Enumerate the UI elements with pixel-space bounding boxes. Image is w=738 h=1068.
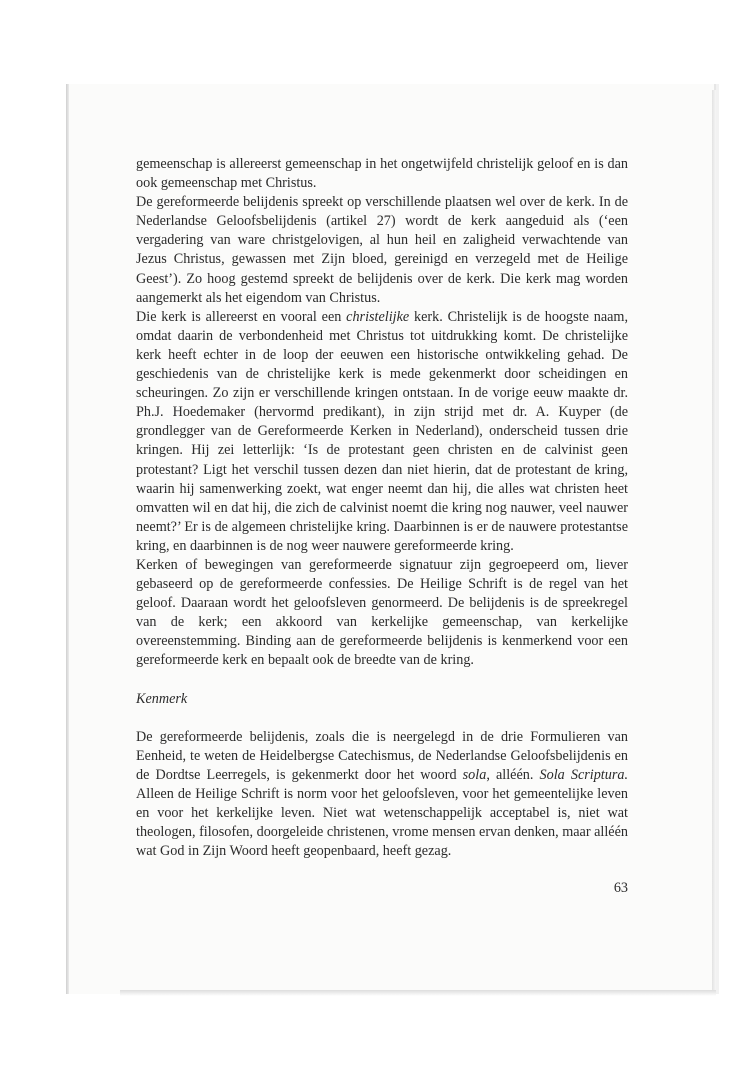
book-spine-edge [66, 84, 69, 994]
paragraph-3-text-a: Die kerk is allereerst en vooral een [136, 308, 347, 325]
paragraph-5-text-b: , alléén. [486, 766, 540, 783]
paragraph-5-text-c: Alleen de Heilige Schrift is norm voor het geloofsleven, voor het gemeentelijke leven en voor het kerkelijke leven. Niet wat wetenschappelijk acceptabel is, niet wat theologen, filosofen, doorgeleide christenen, vrome mensen ervan denken, maar alléén wat God in Zijn Woord heeft geopenbaard, heeft gezag. [136, 785, 628, 860]
page-edge-right [712, 90, 716, 990]
paragraph-4: Kerken of bewegingen van gereformeerde signatuur zijn gegroepeerd om, liever gebaseerd op de gereformeerde confessies. De Heilige Schrift is de regel van het geloof. Daaraan wordt het geloofsleven genormeerd. De belijdenis is de spreekregel van de kerk; een akkoord van kerkelijke gemeenschap, van kerkelijke overeenstemming. Binding aan de gereformeerde belijdenis is kenmerkend voor een gereformeerde kerk en bepaalt ook de breedte van de kring. [136, 556, 628, 669]
paragraph-3 [136, 308, 628, 556]
paragraph-1: gemeenschap is allereerst gemeenschap in het ongetwijfeld christelijk geloof en is dan ook gemeenschap met Christus. [136, 156, 628, 192]
page-edge-bottom [120, 990, 716, 996]
paragraph-5-emphasis-sola: sola [462, 766, 487, 783]
page-number: 63 [613, 880, 628, 896]
paragraph-3-emphasis: christelijke [346, 308, 410, 325]
paragraph-5-emphasis-sola-scriptura: Sola Scriptura. [539, 766, 628, 783]
section-heading: Kenmerk [136, 690, 188, 707]
paragraph-5 [136, 728, 628, 862]
paragraph-3-text-b: kerk. Christelijk is de hoogste naam, omdat daarin de verbondenheid met Christus tot uitdrukking komt. De christelijke kerk heeft echter in de loop der eeuwen een historische ontwikkeling gehad. De geschiedenis van de christelijke kerk is mede gekenmerkt door scheidingen en scheuringen. Zo zijn er verschillende kringen ontstaan. In de vorige eeuw maakte dr. Ph.J. Hoedemaker (hervormd predikant), in zijn strijd met dr. A. Kuyper (de grondlegger van de Gereformeerde Kerken in Nederland), onderscheid tussen drie kringen. Hij zei letterlijk: ‘Is de protestant geen christen en de calvinist geen protestant? Ligt het verschil tussen dezen dan niet hierin, dat de protestant de kring, waarin hij samenwerking zoekt, wat enger neemt dan hij, die alles wat christen heet omvatten wil en dat hij, die zich de calvinist noemt die kring nog nauwer, veel nauwer neemt?’ Er is de algemeen christelijke kring. Daarbinnen is er de nauwere protestantse kring, en daarbinnen is de nog weer nauwere gereformeerde kring. [136, 308, 628, 554]
body-text [136, 155, 628, 861]
paragraph-2: De gereformeerde belijdenis spreekt op verschillende plaatsen wel over de kerk. In de Nederlandse Geloofsbelijdenis (artikel 27) wordt de kerk aangeduid als (‘een vergadering van ware christgelovigen, al hun heil en zaligheid verwachtende van Jezus Christus, gewassen met Zijn bloed, gereinigd en verzegeld met de Heilige Geest’). Zo hoog gestemd spreekt de belijdenis over de kerk. Die kerk mag worden aangemerkt als het eigendom van Christus. [136, 194, 628, 306]
paragraph-5-text-a: De gereformeerde belijdenis, zoals die is neergelegd in de drie Formulieren van Eenheid, te weten de Heidelbergse Catechismus, de Nederlandse Geloofsbelijdenis en de Dordtse Leerregels, is gekenmerkt door het woord [136, 728, 628, 783]
